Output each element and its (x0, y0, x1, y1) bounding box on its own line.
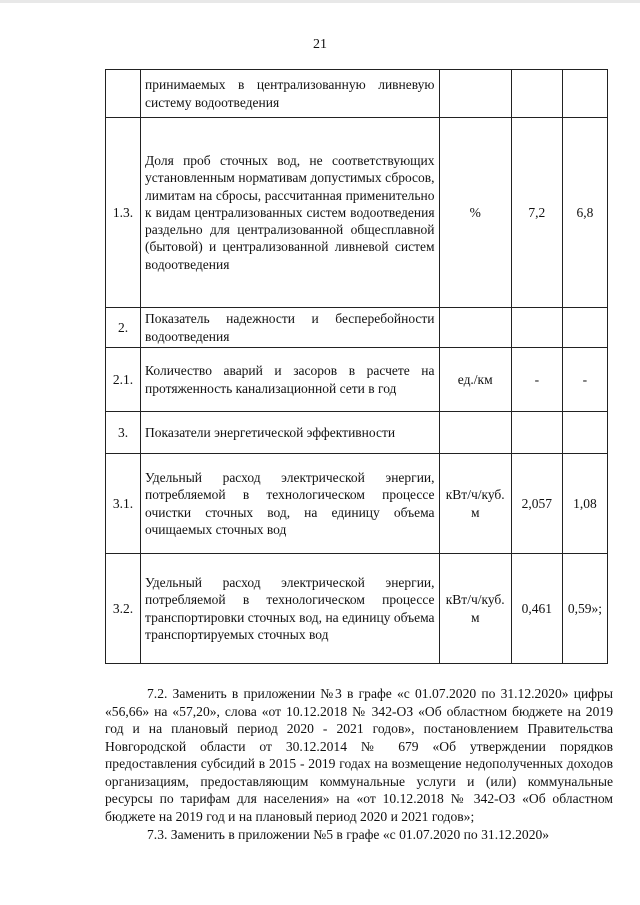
row-unit-cell (439, 412, 511, 454)
page-number: 21 (313, 37, 327, 52)
row-number-cell: 3. (106, 412, 141, 454)
row-value-1-cell (511, 70, 562, 118)
row-text-cell: Удельный расход электрической энергии, потребляемой в технологическом процессе транспортировки сточных вод, на единицу объема транспортируемых сточных вод (141, 554, 439, 664)
table-row (106, 554, 608, 664)
body-text (105, 685, 613, 844)
table-row (106, 118, 608, 308)
row-unit-cell: ед./км (439, 348, 511, 412)
paragraph-7-2: 7.2. Заменить в приложении №3 в графе «с 01.07.2020 по 31.12.2020» цифры «56,66» на «57,20», слова «от 10.12.2018 № 342-ОЗ «Об областном бюджете на 2019 год и на плановый период 2020 - 2021 годов», постановлением Правительства Новгородской области от 30.12.2014 № 679 «Об утверждении порядков предоставления субсидий в 2015 - 2019 годах на возмещение недополученных доходов организациям, предоставляющим коммунальные услуги и (или) коммунальные ресурсы по тарифам для населения» на «от 10.12.2018 № 342-ОЗ «Об областном бюджете на 2019 год и на плановый период 2020 и 2021 годов»; (105, 686, 613, 824)
row-number-cell: 3.1. (106, 454, 141, 554)
row-value-2-cell: - (562, 348, 607, 412)
table-row (106, 348, 608, 412)
row-value-2-cell: 6,8 (562, 118, 607, 308)
row-value-1-cell: 0,461 (511, 554, 562, 664)
row-unit-cell (439, 70, 511, 118)
row-text-cell: Показатели энергетической эффективности (141, 412, 439, 454)
row-unit-cell: кВт/ч/куб. м (439, 554, 511, 664)
row-value-2-cell (562, 308, 607, 348)
scan-edge (0, 0, 640, 3)
row-value-2-cell (562, 412, 607, 454)
row-value-2-cell (562, 70, 607, 118)
row-text-cell: Удельный расход электрической энергии, потребляемой в технологическом процессе очистки сточных вод, на единицу объема очищаемых сточных вод (141, 454, 439, 554)
row-value-2-cell: 1,08 (562, 454, 607, 554)
row-value-1-cell (511, 308, 562, 348)
row-value-2-cell: 0,59»; (562, 554, 607, 664)
paragraph-7-3: 7.3. Заменить в приложении №5 в графе «с 01.07.2020 по 31.12.2020» (147, 827, 550, 842)
row-unit-cell (439, 308, 511, 348)
row-text-cell: Количество аварий и засоров в расчете на протяженность канализационной сети в год (141, 348, 439, 412)
row-unit-cell: кВт/ч/куб. м (439, 454, 511, 554)
row-text-cell: Показатель надежности и бесперебойности водоотведения (141, 308, 439, 348)
row-number-cell: 3.2. (106, 554, 141, 664)
row-value-1-cell: 2,057 (511, 454, 562, 554)
row-unit-cell: % (439, 118, 511, 308)
row-number-cell (106, 70, 141, 118)
row-value-1-cell (511, 412, 562, 454)
row-text-cell: Доля проб сточных вод, не соответствующих установленным нормативам допустимых сбросов, лимитам на сбросы, рассчитанная применительно к видам централизованных систем водоотведения раздельно для централизованной общесплавной (бытовой) и централизованной ливневой систем водоотведения (141, 118, 439, 308)
row-text-cell: принимаемых в централизованную ливневую систему водоотведения (141, 70, 439, 118)
row-number-cell: 2.1. (106, 348, 141, 412)
table-row (106, 412, 608, 454)
row-value-1-cell: 7,2 (511, 118, 562, 308)
table-row (106, 70, 608, 118)
row-number-cell: 2. (106, 308, 141, 348)
table-row (106, 454, 608, 554)
row-value-1-cell: - (511, 348, 562, 412)
table-row (106, 308, 608, 348)
indicators-table (105, 69, 608, 664)
row-number-cell: 1.3. (106, 118, 141, 308)
